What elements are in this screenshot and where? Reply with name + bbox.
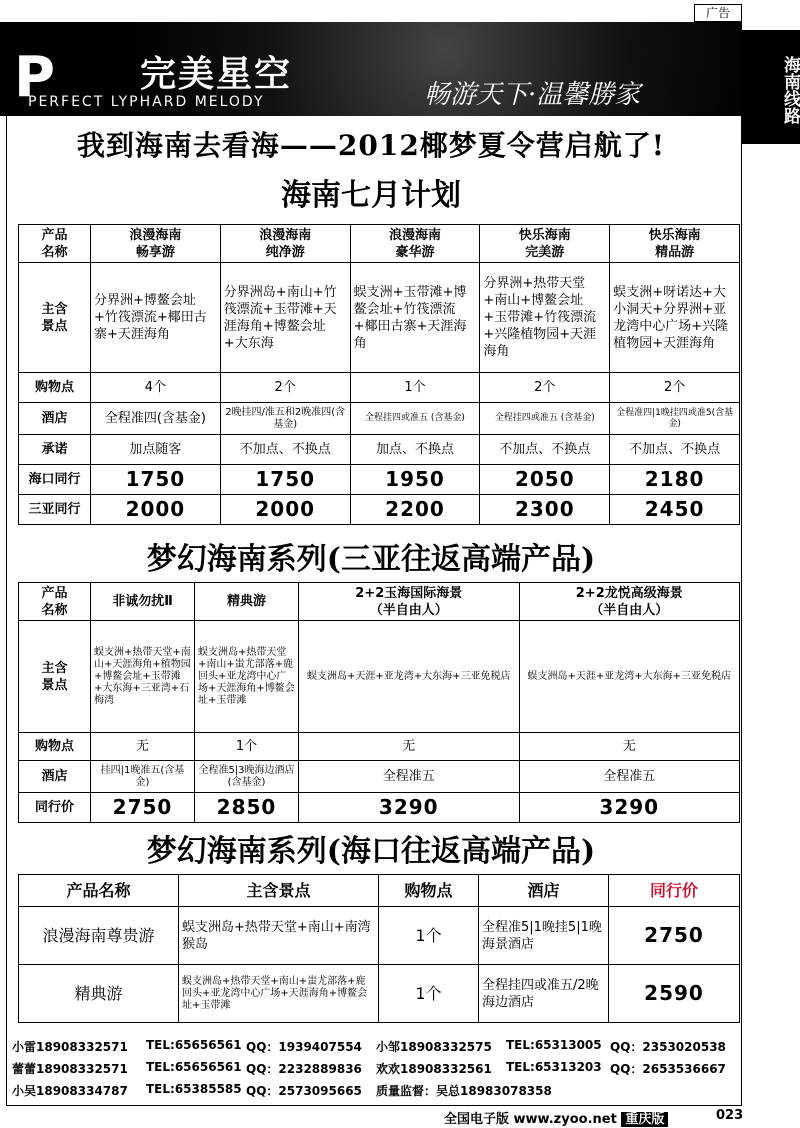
row-label: 海口同行 [19, 465, 91, 495]
table-cell: 分界洲岛+南山+竹筏漂流+玉带滩+天涯海角+博鳌会址+大东海 [220, 263, 350, 373]
table-cell: 2000 [91, 495, 221, 525]
table-cell: 2000 [220, 495, 350, 525]
table-row [19, 965, 740, 1023]
row-label: 承诺 [19, 435, 91, 465]
table-cell: 2590 [609, 965, 740, 1023]
table-cell: 蜈支洲岛+热带天堂+南山+蚩尤部落+鹿回头+亚龙湾中心广场+天涯海角+博鳌会址+玉带滩 [179, 965, 379, 1023]
table-cell: 无 [299, 733, 520, 761]
table-cell: 4个 [91, 373, 221, 403]
table-cell: 1950 [350, 465, 480, 495]
contact-field: QQ：1939407554 [246, 1040, 362, 1054]
table-cell: 全程准四(含基金) [91, 403, 221, 435]
table-cell: 全程挂四或准五 (含基金) [480, 403, 610, 435]
banner-slogan: 畅游天下·温馨勝家 [424, 80, 641, 110]
header-col-1: 主含景点 [179, 875, 379, 907]
table-cell: 1个 [379, 907, 479, 965]
table-cell: 全程准四|1晚挂四或准5(含基金) [610, 403, 740, 435]
table-row [19, 373, 740, 403]
header-product-1: 浪漫海南 畅享游 [91, 225, 221, 263]
header-product-3: 2+2玉海国际海景 （半自由人） [299, 583, 520, 621]
table-cell: 2个 [220, 373, 350, 403]
header-col-3: 酒店 [479, 875, 609, 907]
header-product-4: 快乐海南 完美游 [480, 225, 610, 263]
table-cell: 无 [519, 733, 740, 761]
table-cell: 2850 [195, 793, 299, 823]
table-cell: 2300 [480, 495, 610, 525]
table-cell: 蜈支洲岛+热带天堂+南山+蚩尤部落+鹿回头+亚龙湾中心广场+天涯海角+博鳌会址+玉带滩 [195, 621, 299, 733]
contact-line [12, 1060, 742, 1078]
header-product-1: 非诚勿扰Ⅱ [91, 583, 195, 621]
table-cell: 2200 [350, 495, 480, 525]
table-row [19, 733, 740, 761]
table-cell: 蜈支洲+热带天堂+南山+天涯海角+植物园+博鳌会址+玉带滩+大东海+三亚湾+石梅湾 [91, 621, 195, 733]
table-cell: 分界洲+热带天堂+南山+博鳌会址+玉带滩+竹筏漂流+兴隆植物园+天涯海角 [480, 263, 610, 373]
section2-title: 梦幻海南系列(三亚往返高端产品) [146, 542, 596, 577]
header-product-5: 快乐海南 精品游 [610, 225, 740, 263]
contact-field: 质量监督：吴总18983078358 [376, 1084, 552, 1098]
table-cell: 全程准5|1晚挂5|1晚海景酒店 [479, 907, 609, 965]
table-cell: 2个 [610, 373, 740, 403]
row-label: 酒店 [19, 761, 91, 793]
header-col-0: 产品名称 [19, 875, 179, 907]
row-label: 酒店 [19, 403, 91, 435]
table-cell: 2个 [480, 373, 610, 403]
table-cell: 2750 [609, 907, 740, 965]
table-cell: 挂四|1晚准五(含基金) [91, 761, 195, 793]
table-cell: 1个 [195, 733, 299, 761]
table-cell: 2450 [610, 495, 740, 525]
table-cell: 全程准五 [299, 761, 520, 793]
table-cell: 全程准5|3晚海边酒店(含基金) [195, 761, 299, 793]
table-row [19, 465, 740, 495]
row-label: 同行价 [19, 793, 91, 823]
table-row [19, 495, 740, 525]
table-cell: 1750 [220, 465, 350, 495]
table-row [19, 263, 740, 373]
table-cell: 1个 [350, 373, 480, 403]
contact-field: QQ：2232889836 [246, 1062, 362, 1076]
footer-edition[interactable]: 全国电子版 www.zyoo.net [444, 1112, 617, 1127]
contact-field: QQ：2653536667 [610, 1062, 726, 1076]
header-product-2: 浪漫海南 纯净游 [220, 225, 350, 263]
table-cell: 加点、不换点 [350, 435, 480, 465]
row-label: 主含 景点 [19, 263, 91, 373]
row-label: 购物点 [19, 373, 91, 403]
table-cell: 精典游 [19, 965, 179, 1023]
logo-chinese-name: 完美星空 [140, 54, 293, 95]
footer [444, 1108, 744, 1128]
table-row [19, 435, 740, 465]
table-cell: 蜈支洲+呀诺达+大小洞天+分界洲+亚龙湾中心广场+兴隆植物园+天涯海角 [610, 263, 740, 373]
contact-field: 蕾蕾18908332571 [12, 1062, 128, 1076]
contact-field: TEL:65313005 [506, 1038, 602, 1052]
table-row [19, 621, 740, 733]
table-cell: 蜈支洲岛+热带天堂+南山+南湾猴岛 [179, 907, 379, 965]
row-label: 购物点 [19, 733, 91, 761]
table-cell: 不加点、不换点 [220, 435, 350, 465]
contact-field: QQ：2573095665 [246, 1084, 362, 1098]
contact-line [12, 1038, 742, 1056]
contact-field: TEL:65656561 [146, 1038, 242, 1052]
table-cell: 蜈支洲岛+天涯+亚龙湾+大东海+三亚免税店 [299, 621, 520, 733]
contact-field: 小雷18908332571 [12, 1040, 128, 1054]
table-cell: 蜈支洲+玉带滩+博鳌会址+竹筏漂流+椰田古寨+天涯海角 [350, 263, 480, 373]
contact-field: 小邹18908332575 [376, 1040, 492, 1054]
table-row [19, 907, 740, 965]
page-number: 023 [716, 1108, 744, 1123]
table-cell: 全程挂四或准五/2晚海边酒店 [479, 965, 609, 1023]
contact-field: TEL:65313203 [506, 1060, 602, 1074]
contact-field: TEL:65385585 [146, 1082, 242, 1096]
table-cell: 2750 [91, 793, 195, 823]
row-label: 主含 景点 [19, 621, 91, 733]
table-cell: 2晚挂四/准五和2晚准四(含基金) [220, 403, 350, 435]
footer-badge: 重庆版 [621, 1112, 668, 1127]
contact-field: QQ：2353020538 [610, 1040, 726, 1054]
table-cell: 无 [91, 733, 195, 761]
table-cell: 不加点、不换点 [610, 435, 740, 465]
haikou-series-table [18, 874, 740, 1023]
table-row [19, 793, 740, 823]
section1-title: 海南七月计划 [281, 178, 461, 213]
table-row [19, 761, 740, 793]
table-cell: 3290 [299, 793, 520, 823]
header-col-2: 购物点 [379, 875, 479, 907]
header-product-name: 产品 名称 [19, 583, 91, 621]
table-cell: 全程准五 [519, 761, 740, 793]
table-cell: 3290 [519, 793, 740, 823]
ad-tag: 广告 [694, 4, 742, 22]
header-product-3: 浪漫海南 豪华游 [350, 225, 480, 263]
table-cell: 不加点、不换点 [480, 435, 610, 465]
july-plan-table [18, 224, 740, 525]
logo-english-name: PERFECT LYPHARD MELODY [28, 94, 265, 110]
table-cell: 全程挂四或准五 (含基金) [350, 403, 480, 435]
banner [0, 22, 742, 116]
table-cell: 1个 [379, 965, 479, 1023]
table-cell: 2180 [610, 465, 740, 495]
header-product-2: 精典游 [195, 583, 299, 621]
table-cell: 分界洲+博鳌会址+竹筏漂流+椰田古寨+天涯海角 [91, 263, 221, 373]
headline: 我到海南去看海——2012椰梦夏令营启航了! [76, 129, 666, 162]
table-cell: 1750 [91, 465, 221, 495]
contact-field: TEL:65656561 [146, 1060, 242, 1074]
header-col-4: 同行价 [609, 875, 740, 907]
header-product-4: 2+2龙悦高级海景 （半自由人） [519, 583, 740, 621]
row-label: 三亚同行 [19, 495, 91, 525]
contact-field: 欢欢18908332561 [376, 1062, 492, 1076]
table-row [19, 403, 740, 435]
contact-line [12, 1082, 742, 1100]
table-cell: 蜈支洲岛+天涯+亚龙湾+大东海+三亚免税店 [519, 621, 740, 733]
contact-field: 小吴18908334787 [12, 1084, 128, 1098]
side-tab-hainan[interactable]: 海南线路 [742, 30, 800, 144]
table-cell: 加点随客 [91, 435, 221, 465]
sanya-series-table [18, 582, 740, 823]
header-product-name: 产品 名称 [19, 225, 91, 263]
section3-title: 梦幻海南系列(海口往返高端产品) [146, 834, 596, 869]
table-cell: 2050 [480, 465, 610, 495]
logo-p-mark: P [14, 45, 56, 110]
table-cell: 浪漫海南尊贵游 [19, 907, 179, 965]
